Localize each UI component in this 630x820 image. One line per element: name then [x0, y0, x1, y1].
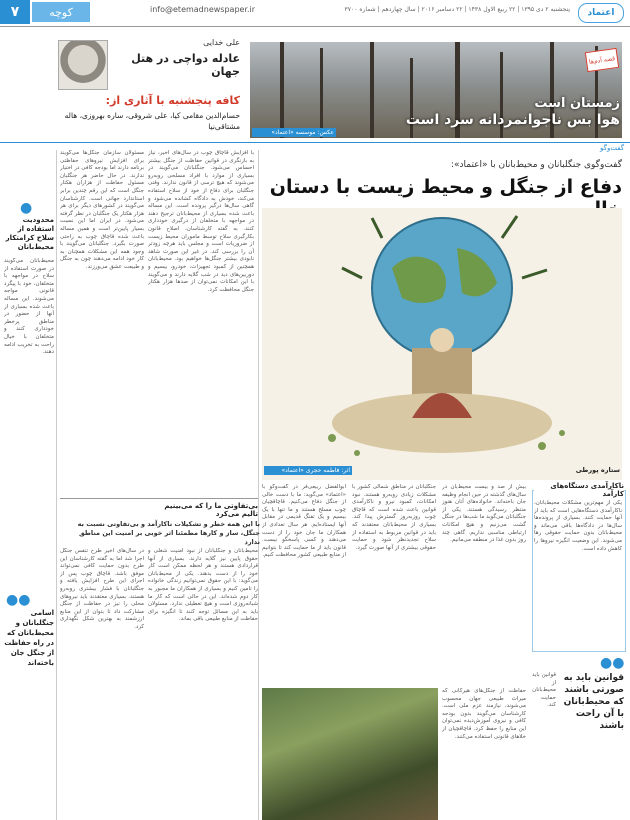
winter-headline-1: زمستان است [534, 96, 620, 111]
article-kicker: گفت‌وگوی جنگلبانان و محیط‌بانان با «اعتماد»: [450, 160, 622, 170]
article-column-3: بیش از صد و بیست محیط‌بان در سال‌های گذشته در حین انجام وظیفه جان باخته‌اند. خانواده‌های آنان هنوز منتظر رسیدگی هستند. یکی از جنگلبانان می‌گوید ما شب‌ها در جنگل گشت می‌زنیم و هیچ امکانات ارتباطی مناسبی نداریم. گاهی چند روز بدون غذا در منطقه می‌مانیم. [442, 484, 526, 544]
quote-mark-icon-left: ● [20, 200, 33, 216]
left-mid-quote: با این همه خطر و تشکیلات ناکارآمد و بی‌تفاوتی نسبت به جنگل، ساز و کارها مطمئنا اثر خوبی بر امنیت این مناطق ندارد [77, 520, 260, 546]
teaser-quote: کافه پنجشنبه با آثاری از: [105, 94, 240, 107]
column-divider [258, 150, 259, 820]
right-pull-quote: قوانین باید به صورتی باشند که محیط‌بانان با آن راحت باشند [563, 673, 624, 731]
teaser-names: حسام‌الدین مقامی‌ کیا، علی شروقی، ساره بهروزی، هاله مشتاقی‌نیا [64, 111, 240, 131]
left-article-column-1: مسئولان سازمان جنگل‌ها می‌گویند برای افزایش نیروهای حفاظتی برنامه دارند اما بودجه کافی در اختیار ندارند. در حال حاضر هر جنگلبان مسئول حفاظت از هزاران هکتار جنگل است که این رقم چندین برابر استاندارد جهانی است. کارشناسان می‌گویند در کشورهای دیگر برای هر هزار هکتار یک جنگلبان در نظر گرفته می‌شود. در ایران اما این نسبت بسیار پایین‌تر است و همین مساله باعث شده قاچاق چوب به راحتی صورت بگیرد. جنگلبانان می‌گویند با وجود همه این مشکلات همچنان به کار خود ادامه می‌دهند چون به جنگل و طبیعت عشق می‌ورزند. [60, 150, 144, 270]
header-rule [0, 26, 630, 27]
section-rule [0, 142, 630, 143]
winter-photo-caption: عکس: موسسه «اعتماد» [252, 128, 336, 137]
article-column-2: جنگلبانان در مناطق شمالی کشور با مشکلات زیادی روبه‌رو هستند. نبود امکانات، کمبود نیرو و ناکارآمدی قوانین باعث شده است که قاچاق چوب روزبه‌روز گسترش پیدا کند. بسیاری از محیط‌بانان معتقدند که باید در قوانین مربوط به استفاده از سلاح تجدیدنظر شود و حمایت حقوقی بیشتری از آنها صورت گیرد. [352, 484, 436, 551]
column-divider-left [56, 150, 57, 820]
article-column-3b: حفاظت از جنگل‌های هیرکانی که میراث طبیعی جهان محسوب می‌شوند، نیازمند عزم ملی است. کارشناسان می‌گویند بدون بودجه کافی و نیروی آموزش‌دیده نمی‌توان این منابع را حفظ کرد. قاچاقچیان از خلاهای قانونی استفاده می‌کنند. [442, 688, 526, 740]
email-link[interactable]: info@etemadnewspaper.ir [150, 5, 256, 14]
article-headline: دفاع از جنگل و محیط زیست با دستان [269, 176, 622, 198]
illustration-caption: اثر: فاطمه حجری «اعتماد» [264, 466, 352, 475]
left-article-column-2: با افزایش قاچاق چوب در سال‌های اخیر، نیاز به بازنگری در قوانین حفاظت از جنگل بیشتر احساس می‌شود. جنگلبانان می‌گویند در بسیاری از موارد با افراد مسلحی روبه‌رو می‌شوند که هیچ ترسی از قانون ندارند. وقتی جنگلبان برای دفاع از خود از سلاح استفاده می‌کند، خودش به دادگاه کشانده می‌شود و گاهی سال‌ها درگیر پرونده است. این مساله باعث شده بسیاری از محیط‌بانان ترجیح دهند در مواجهه با متخلفان از درگیری خودداری کنند. به گفته کارشناسان، اصلاح قانون بکارگیری سلاح توسط ماموران محیط زیست از ضروریات است و مجلس باید هرچه زودتر آن را بررسی کند. در غیر این صورت شاهد نابودی بیشتر جنگل‌ها خواهیم بود. محیط‌بانان همچنین از کمبود تجهیزات، خودرو، بیسیم و دوربین‌های دید در شب گلایه دارند و می‌گویند با این امکانات نمی‌توان از صدها هزار هکتار جنگل محافظت کرد. [148, 150, 254, 293]
left-lower-column-1: در سال‌های اخیر طرح تنفس جنگل اجرا شد اما به گفته کارشناسان این طرح بدون حمایت کافی نمی‌تواند موفق باشد. قاچاق چوب پس از اجرای این طرح افزایش یافته و جنگلبانان با فشار بیشتری روبه‌رو هستند. بسیاری معتقدند باید نیروهای محلی را نیز در حفاظت از جنگل مشارکت داد تا بتوان از این منابع ارزشمند به بهترین شکل نگهداری کرد. [60, 548, 144, 630]
quote-mark-icon-bottom: ●● [6, 592, 31, 608]
left-pull-quote: اسامی جنگلبانان و محیط‌بانان که در راه حفاظت از جنگل جان باخته‌اند [4, 609, 54, 667]
left-lower-column-2: محیط‌بانان و جنگلبانان از نبود امنیت شغلی و حقوق پایین نیز گلایه دارند. بسیاری از آنها قراردادی هستند و هر لحظه ممکن است کار خود را از دست بدهند. یکی از محیط‌بانان می‌گوید: با این حقوق نمی‌توانیم زندگی خانواده را تامین کنیم و بسیاری از همکاران ما مجبور به کار دوم شده‌اند. این در حالی است که کار ما شبانه‌روزی است و هیچ تعطیلی ندارد. مسئولان باید به این مسائل توجه کنند تا انگیزه برای حفاظت از منابع طبیعی باقی بماند. [148, 548, 258, 623]
newspaper-logo[interactable]: اعتماد [578, 3, 624, 23]
quote-mark-icon: ●● [600, 655, 625, 671]
tree-illustration [262, 208, 622, 480]
box-rule [60, 498, 258, 499]
article-column-1: ابوالفضل ربیعی‌فر در گفت‌وگو با «اعتماد» می‌گوید: ما با دست خالی از جنگل دفاع می‌کنیم. قاچاقچیان چوب مسلح هستند و ما تنها با یک بیسیم و یک تفنگ قدیمی در مقابل آنها ایستاده‌ایم. هر سال تعدادی از همکاران ما جان خود را از دست می‌دهند و کسی پاسخگو نیست. قانون باید از ما حمایت کند تا بتوانیم از منابع طبیعی کشور محافظت کنیم. [262, 484, 346, 559]
left-box-title: محدودیت استفاده از سلاح کرامتکار محیط‌بانان [5, 216, 54, 251]
winter-headline-2: هوا بس ناجوانمردانه سرد است [405, 112, 620, 128]
right-mini-column: قوانین باید از محیط‌بانان حمایت کند. [532, 672, 556, 709]
article-byline: ستاره پورطی [575, 466, 620, 474]
page-number: ۷ [0, 0, 30, 24]
left-box-text: محیط‌بانان می‌گویند در صورت استفاده از سلاح در مواجهه با متخلفان، خود با پیگرد قانونی مواجه می‌شوند. این مساله باعث شده بسیاری از آنها از حضور در مناطق پرخطر خودداری کنند و متخلفان با خیال راحت به تخریب ادامه دهند. [4, 258, 54, 356]
dateline: پنجشنبه ۲ دی ۱۳۹۵ | ۲۲ ربیع الاول ۱۴۳۸ | ۲۲ دسامبر ۲۰۱۶ | سال چهاردهم | شماره ۳۷۰۰ [344, 6, 570, 13]
teaser-author: علی خدایی [203, 38, 240, 47]
story-badge: قصه آدم‌ها [585, 48, 619, 72]
section-tag[interactable]: کوچه [32, 2, 90, 22]
section-label: گفت‌وگو [600, 144, 625, 152]
teaser-title[interactable]: عادله دواچی در هتل جهان [131, 52, 240, 78]
left-mid-title: بی‌تفاوتی ما را که می‌بینیم تالیم می‌کرد [164, 502, 258, 518]
author-photo [58, 40, 108, 90]
sidebar-text: یکی از مهم‌ترین مشکلات محیط‌بانان، ناکارآمدی دستگاه‌هایی است که باید از آنها حمایت کنند. بسیاری از پرونده‌ها سال‌ها در دادگاه‌ها باقی می‌ماند و محیط‌بانان بدون حمایت حقوقی رها می‌شوند. این وضعیت انگیزه نیروها را کاهش داده است. [534, 500, 622, 552]
forest-ranger-photo [262, 688, 438, 820]
sidebar-title: ناکارآمدی دستگاه‌های کارآمد [534, 482, 624, 498]
